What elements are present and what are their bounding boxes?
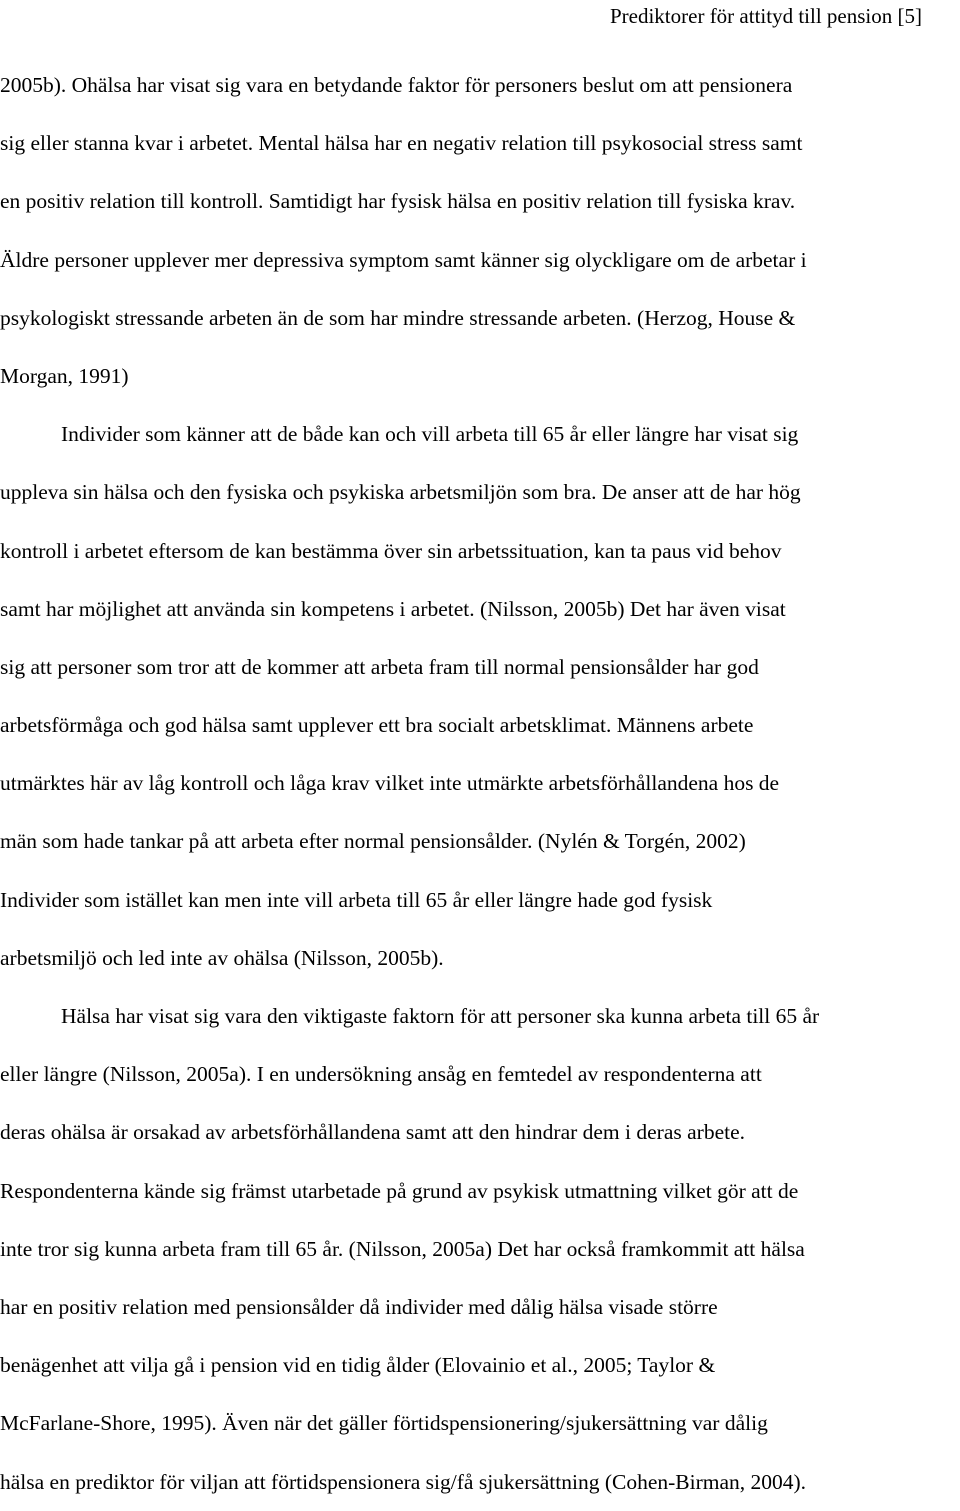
text-line: McFarlane-Shore, 1995). Även när det gäller förtidspensionering/sjukersättning var dålig	[0, 1411, 768, 1436]
text-line: sig att personer som tror att de kommer att arbeta fram till normal pensionsålder har god	[0, 654, 759, 679]
text-line: sig eller stanna kvar i arbetet. Mental hälsa har en negativ relation till psykosocial stress samt	[0, 131, 803, 156]
text-line: uppleva sin hälsa och den fysiska och psykiska arbetsmiljön som bra. De anser att de har hög	[0, 480, 801, 505]
text-line: 2005b). Ohälsa har visat sig vara en betydande faktor för personers beslut om att pensionera	[0, 73, 793, 97]
text-line: psykologiskt stressande arbeten än de som har mindre stressande arbeten. (Herzog, House &	[0, 305, 796, 330]
text-line: deras ohälsa är orsakad av arbetsförhållandena samt att den hindrar dem i deras arbete.	[0, 1120, 746, 1145]
text-line: Respondenterna kände sig främst utarbetade på grund av psykisk utmattning vilket gör att de	[0, 1178, 799, 1203]
text-line: Morgan, 1991)	[0, 363, 129, 388]
page-number: [5]	[897, 4, 922, 28]
text-line: kontroll i arbetet eftersom de kan bestämma över sin arbetssituation, kan ta paus vid behov	[0, 538, 782, 563]
text-line: män som hade tankar på att arbeta efter normal pensionsålder. (Nylén & Torgén, 2002)	[0, 829, 746, 854]
text-line: en positiv relation till kontroll. Samtidigt har fysisk hälsa en positiv relation till fysiska krav.	[0, 189, 796, 214]
text-line: hälsa en prediktor för viljan att förtidspensionera sig/få sjukersättning (Cohen-Birman, 2004).	[0, 1469, 807, 1494]
text-line: Individer som istället kan men inte vill arbeta till 65 år eller längre hade god fysisk	[0, 887, 713, 912]
running-head-title: Prediktorer för attityd till pension	[609, 4, 893, 28]
text-line: arbetsmiljö och led inte av ohälsa (Nilsson, 2005b).	[0, 945, 444, 970]
text-line: Äldre personer upplever mer depressiva symptom samt känner sig olyckligare om de arbetar i	[0, 247, 807, 272]
text-line: eller längre (Nilsson, 2005a). I en undersökning ansåg en femtedel av respondenterna att	[0, 1062, 762, 1087]
text-line: Hälsa har visat sig vara den viktigaste faktorn för att personer ska kunna arbeta till 65 år	[61, 1004, 820, 1028]
running-header	[610, 2, 922, 30]
text-line: arbetsförmåga och god hälsa samt upplever ett bra socialt arbetsklimat. Männens arbete	[0, 713, 754, 738]
text-line: utmärktes här av låg kontroll och låga krav vilket inte utmärkte arbetsförhållandena hos de	[0, 771, 780, 796]
text-line: Individer som känner att de både kan och vill arbeta till 65 år eller längre har visat sig	[61, 422, 799, 447]
text-line: samt har möjlighet att använda sin kompetens i arbetet. (Nilsson, 2005b) Det har även visat	[0, 596, 786, 621]
text-line: benägenhet att vilja gå i pension vid en tidig ålder (Elovainio et al., 2005; Taylor &	[0, 1353, 716, 1378]
text-line: har en positiv relation med pensionsålder då individer med dålig hälsa visade större	[0, 1294, 718, 1319]
text-line: inte tror sig kunna arbeta fram till 65 år. (Nilsson, 2005a) Det har också framkommit att hälsa	[0, 1236, 805, 1261]
body-text	[0, 56, 958, 1511]
